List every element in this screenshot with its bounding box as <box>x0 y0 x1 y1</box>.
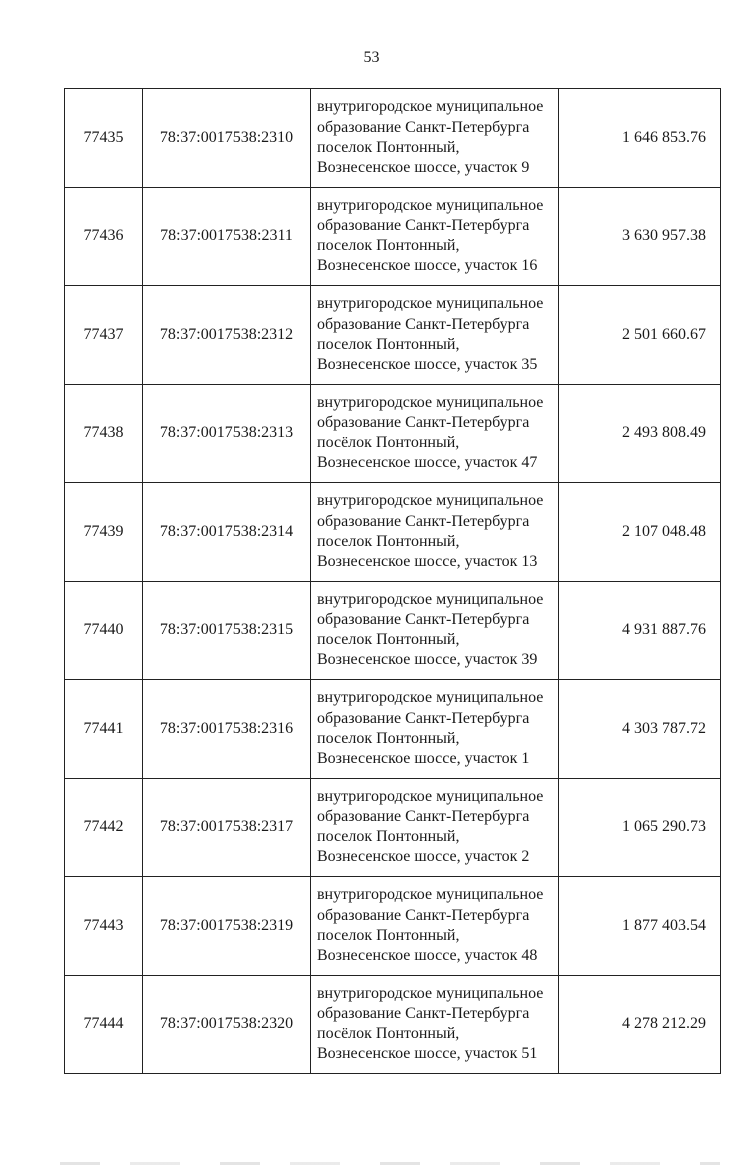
table-row <box>65 778 721 877</box>
table-row <box>65 680 721 779</box>
cadastral-number-cell: 78:37:0017538:2315 <box>143 581 311 680</box>
cadastral-value-cell: 1 065 290.73 <box>559 778 721 877</box>
cadastral-number-cell: 78:37:0017538:2310 <box>143 89 311 188</box>
address-cell: внутригородское муниципальное образование Санкт-Петербурга поселок Понтонный, Вознесенское шоссе, участок 39 <box>311 581 559 680</box>
cadastral-value-cell: 2 493 808.49 <box>559 384 721 483</box>
cadastral-value-cell: 4 278 212.29 <box>559 975 721 1074</box>
table-row <box>65 187 721 286</box>
scan-edge-artifacts <box>60 1162 720 1165</box>
cadastral-number-cell: 78:37:0017538:2320 <box>143 975 311 1074</box>
cadastral-value-cell: 4 931 887.76 <box>559 581 721 680</box>
address-cell: внутригородское муниципальное образование Санкт-Петербурга поселок Понтонный, Вознесенское шоссе, участок 16 <box>311 187 559 286</box>
address-cell: внутригородское муниципальное образование Санкт-Петербурга поселок Понтонный, Вознесенское шоссе, участок 2 <box>311 778 559 877</box>
cadastral-number-cell: 78:37:0017538:2317 <box>143 778 311 877</box>
table-row <box>65 483 721 582</box>
table-row <box>65 384 721 483</box>
address-cell: внутригородское муниципальное образование Санкт-Петербурга поселок Понтонный, Вознесенское шоссе, участок 9 <box>311 89 559 188</box>
cadastral-value-cell: 1 877 403.54 <box>559 877 721 976</box>
cadastral-value-cell: 4 303 787.72 <box>559 680 721 779</box>
row-number-cell: 77439 <box>65 483 143 582</box>
cadastral-number-cell: 78:37:0017538:2311 <box>143 187 311 286</box>
address-cell: внутригородское муниципальное образование Санкт-Петербурга поселок Понтонный, Вознесенское шоссе, участок 35 <box>311 286 559 385</box>
row-number-cell: 77441 <box>65 680 143 779</box>
table-row <box>65 89 721 188</box>
row-number-cell: 77443 <box>65 877 143 976</box>
cadastral-number-cell: 78:37:0017538:2312 <box>143 286 311 385</box>
address-cell: внутригородское муниципальное образование Санкт-Петербурга поселок Понтонный, Вознесенское шоссе, участок 1 <box>311 680 559 779</box>
cadastral-number-cell: 78:37:0017538:2313 <box>143 384 311 483</box>
row-number-cell: 77440 <box>65 581 143 680</box>
cadastral-value-cell: 3 630 957.38 <box>559 187 721 286</box>
cadastral-number-cell: 78:37:0017538:2316 <box>143 680 311 779</box>
table-row <box>65 877 721 976</box>
page-number: 53 <box>363 49 380 66</box>
row-number-cell: 77438 <box>65 384 143 483</box>
table-row <box>65 975 721 1074</box>
cadastral-value-cell: 1 646 853.76 <box>559 89 721 188</box>
row-number-cell: 77436 <box>65 187 143 286</box>
cadastral-value-table <box>64 88 721 1074</box>
cadastral-number-cell: 78:37:0017538:2319 <box>143 877 311 976</box>
row-number-cell: 77437 <box>65 286 143 385</box>
cadastral-value-cell: 2 107 048.48 <box>559 483 721 582</box>
row-number-cell: 77435 <box>65 89 143 188</box>
table-row <box>65 286 721 385</box>
address-cell: внутригородское муниципальное образование Санкт-Петербурга поселок Понтонный, Вознесенское шоссе, участок 48 <box>311 877 559 976</box>
address-cell: внутригородское муниципальное образование Санкт-Петербурга поселок Понтонный, Вознесенское шоссе, участок 13 <box>311 483 559 582</box>
cadastral-number-cell: 78:37:0017538:2314 <box>143 483 311 582</box>
address-cell: внутригородское муниципальное образование Санкт-Петербурга посёлок Понтонный, Вознесенское шоссе, участок 51 <box>311 975 559 1074</box>
address-cell: внутригородское муниципальное образование Санкт-Петербурга посёлок Понтонный, Вознесенское шоссе, участок 47 <box>311 384 559 483</box>
row-number-cell: 77444 <box>65 975 143 1074</box>
table-row <box>65 581 721 680</box>
row-number-cell: 77442 <box>65 778 143 877</box>
cadastral-value-cell: 2 501 660.67 <box>559 286 721 385</box>
